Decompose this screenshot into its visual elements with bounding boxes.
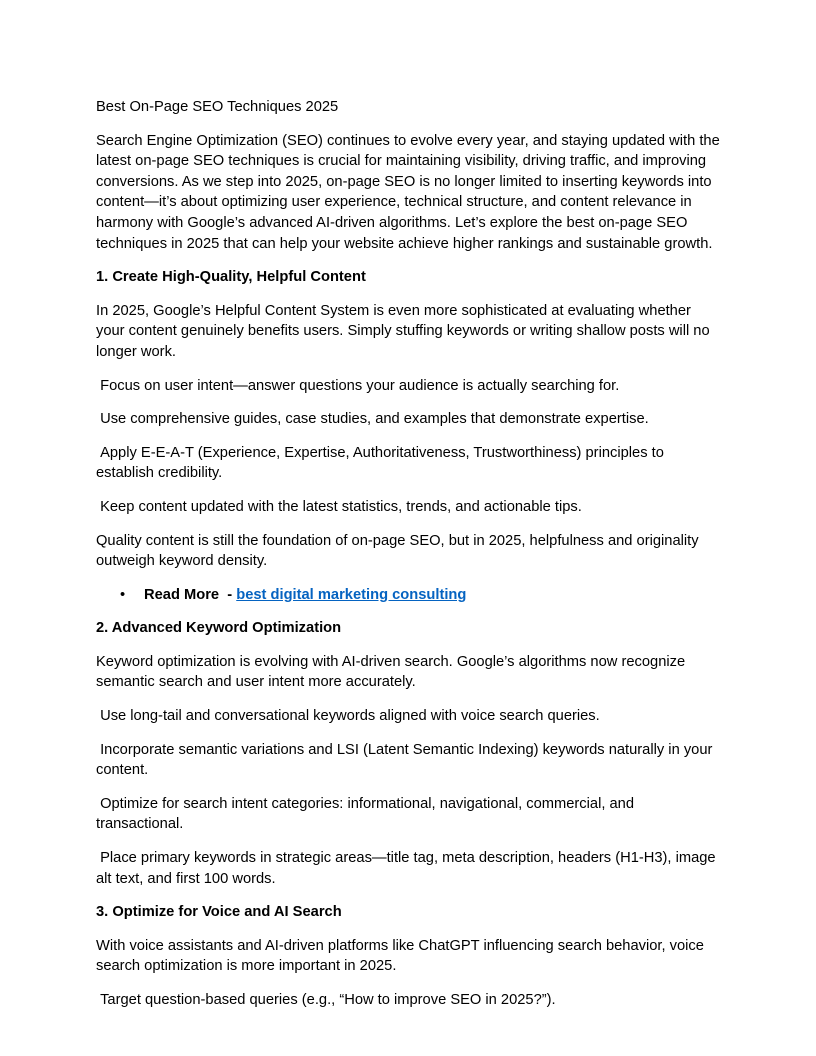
tip-line: Use comprehensive guides, case studies, and examples that demonstrate expertise. xyxy=(96,411,649,428)
section-3-lead-paragraph: With voice assistants and AI-driven platforms like ChatGPT influencing search behavior, voice search optimization is more important in 2025. xyxy=(96,937,709,975)
tip-line: Focus on user intent—answer questions your audience is actually searching for. xyxy=(96,377,620,394)
intro-paragraph: Search Engine Optimization (SEO) continues to evolve every year, and staying updated with the latest on-page SEO techniques is crucial for maintaining visibility, driving traffic, and improving conversions. As we step into 2025, on-page SEO is no longer limited to inserting keywords into content—it’s about optimizing user experience, technical structure, and content relevance in harmony with Google’s advanced AI-driven algorithms. Let’s explore the best on-page SEO techniques in 2025 that can help your website achieve higher rankings and sustainable growth. xyxy=(96,132,724,252)
tip-line: Optimize for search intent categories: informational, navigational, commercial, and transactional. xyxy=(96,795,639,833)
tip-line: Target question-based queries (e.g., “How to improve SEO in 2025?”). xyxy=(96,992,556,1008)
read-more-bullet xyxy=(120,585,721,606)
document-title: Best On-Page SEO Techniques 2025 xyxy=(96,99,339,115)
section-heading-3: 3. Optimize for Voice and AI Search xyxy=(96,904,342,921)
section-heading-1: 1. Create High-Quality, Helpful Content xyxy=(96,269,366,286)
tip-line: Keep content updated with the latest statistics, trends, and actionable tips. xyxy=(96,498,582,515)
section-heading-2: 2. Advanced Keyword Optimization xyxy=(96,620,342,637)
section-1-lead-paragraph: In 2025, Google’s Helpful Content System is even more sophisticated at evaluating whether your content genuinely benefits users. Simply stuffing keywords or writing shallow posts will no longer work. xyxy=(96,302,714,360)
bullet-marker-icon: • xyxy=(120,586,126,603)
tip-line: Incorporate semantic variations and LSI (Latent Semantic Indexing) keywords naturally in your content. xyxy=(96,741,717,779)
section-2-lead-paragraph: Keyword optimization is evolving with AI-driven search. Google’s algorithms now recognize semantic search and user intent more accurately. xyxy=(96,653,690,691)
tip-line: Place primary keywords in strategic areas—title tag, meta description, headers (H1-H3), image alt text, and first 100 words. xyxy=(96,850,720,887)
read-more-label: Read More - xyxy=(144,586,237,603)
read-more-link[interactable]: best digital marketing consulting xyxy=(236,586,467,603)
tip-line: Apply E-E-A-T (Experience, Expertise, Authoritativeness, Trustworthiness) principles to establish credibility. xyxy=(96,444,668,482)
tip-line: Use long-tail and conversational keywords aligned with voice search queries. xyxy=(96,708,600,725)
section-1-closing-paragraph: Quality content is still the foundation of on-page SEO, but in 2025, helpfulness and originality outweigh keyword density. xyxy=(96,532,703,570)
read-more-text xyxy=(144,585,721,606)
